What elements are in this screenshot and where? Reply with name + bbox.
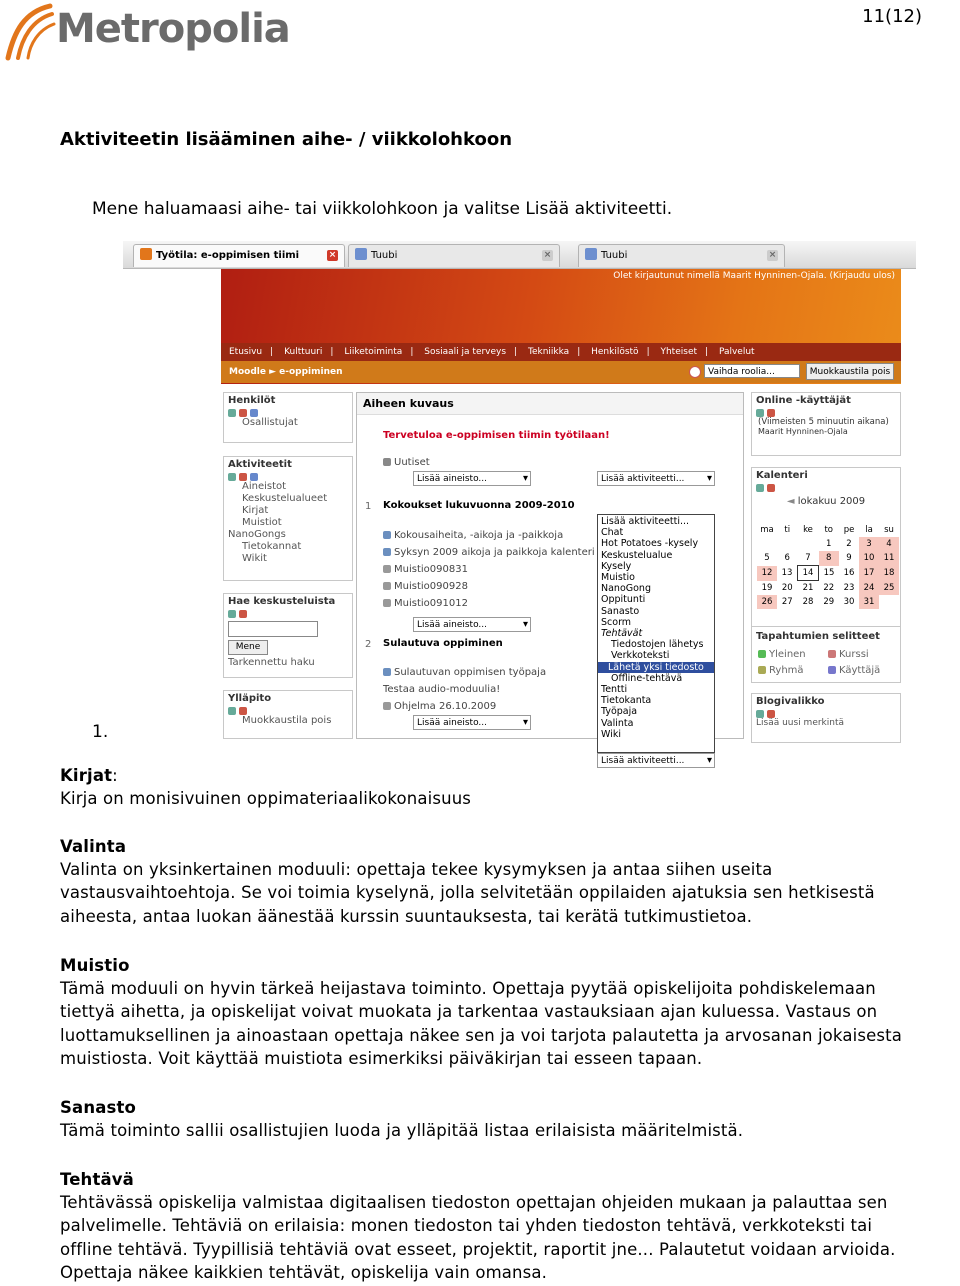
hide-icon[interactable]: [756, 484, 764, 492]
calendar-day[interactable]: 27: [781, 597, 793, 607]
block-controls: [228, 408, 348, 417]
forum-search-input[interactable]: [228, 621, 318, 637]
section-line: Tämä moduuli on hyvin tärkeä heijastava toiminto. Opettaja pyytää opiskelijoita pohdiskelemaan: [60, 979, 876, 999]
menu-item[interactable]: Lisää aktiviteetti...: [601, 516, 690, 527]
page-icon: [383, 548, 391, 556]
nav-item[interactable]: Liiketoiminta: [344, 347, 403, 357]
online-user[interactable]: Maarit Hynninen-Ojala: [758, 427, 848, 436]
calendar-day[interactable]: [777, 537, 798, 551]
section-line: Valinta on yksinkertainen moduuli: opettaja tekee kysymyksen ja antaa siihen useita: [60, 860, 773, 880]
calendar-month: ◄ lokakuu 2009: [786, 496, 866, 507]
tab-label: Tuubi: [601, 250, 628, 261]
calendar-day[interactable]: 7: [805, 553, 811, 563]
activity-link[interactable]: Kirjat: [242, 505, 269, 516]
calendar-day[interactable]: 2: [846, 539, 852, 549]
blog-menu-block: [751, 693, 901, 743]
menu-item[interactable]: Tiedostojen lähetys: [611, 639, 704, 651]
list-number: 1.: [92, 722, 109, 742]
move-icon[interactable]: [250, 473, 258, 481]
welcome-text: Tervetuloa e-oppimisen tiimin työtilaan!: [383, 430, 610, 441]
section-title: Kokoukset lukuvuonna 2009-2010: [383, 500, 575, 511]
weekday-label: su: [884, 525, 894, 535]
block-title: Online -käyttäjät: [756, 395, 851, 406]
nav-item[interactable]: Henkilöstö: [591, 347, 639, 357]
file-icon: [383, 702, 391, 710]
menu-item[interactable]: Muistio: [601, 572, 635, 584]
calendar-day[interactable]: 17: [859, 566, 879, 581]
hide-icon[interactable]: [756, 409, 764, 417]
menu-item[interactable]: Kysely: [601, 560, 632, 572]
section-line: aiheesta, antaa luokan äänestää kurssin suuntauksesta, tai kerätä tutkimustietoa.: [60, 906, 753, 926]
resource-link[interactable]: Sulautuvan oppimisen työpaja: [383, 664, 546, 681]
calendar-day[interactable]: 22: [823, 582, 835, 593]
event-key-item[interactable]: Yleinen: [758, 649, 806, 660]
menu-item[interactable]: Oppitunti: [601, 594, 646, 606]
weekday-label: la: [865, 525, 873, 535]
calendar-day[interactable]: 28: [802, 597, 814, 607]
nav-item[interactable]: Kulttuuri: [284, 347, 323, 357]
section-heading: Valinta: [60, 837, 127, 856]
forum-search-block: [223, 593, 353, 678]
calendar-day[interactable]: [798, 537, 819, 551]
calendar-day[interactable]: 11: [879, 551, 899, 566]
section-items: [383, 664, 546, 715]
section-line: muistiosta. Voit käyttää muistiota esimerkiksi päiväkirjan tai esseen tapaan.: [60, 1048, 703, 1068]
section-title: Sulautuva oppiminen: [383, 638, 503, 649]
event-key-item[interactable]: Ryhmä: [758, 665, 804, 676]
hide-icon[interactable]: [228, 610, 236, 618]
weekday-label: ti: [784, 525, 791, 535]
hide-icon[interactable]: [228, 707, 236, 715]
add-resource-select[interactable]: Lisää aineisto... ▾: [413, 617, 531, 632]
close-tab-icon[interactable]: ×: [768, 250, 777, 260]
weekday-label: ma: [760, 525, 774, 535]
block-title: Blogivalikko: [756, 696, 825, 707]
menu-item[interactable]: NanoGong: [601, 583, 651, 595]
browser-tab[interactable]: [348, 244, 560, 267]
calendar-week: [757, 581, 899, 596]
calendar-day-today[interactable]: 14: [798, 566, 819, 581]
block-controls: [228, 706, 348, 715]
metropolia-logo: [4, 2, 290, 62]
calendar-day[interactable]: 29: [823, 597, 835, 607]
delete-icon[interactable]: [767, 484, 775, 492]
close-tab-icon[interactable]: ×: [328, 250, 337, 260]
section-line: luottamuksellinen ja ainoastaan opettaja näkee sen ja voi tarjota palautetta ja arvosanan jokaisesta: [60, 1025, 903, 1045]
nav-item[interactable]: Tekniikka: [527, 347, 570, 357]
calendar-day[interactable]: [757, 537, 777, 551]
close-tab-icon[interactable]: ×: [543, 250, 552, 260]
activities-block: [223, 456, 353, 581]
edit-mode-button[interactable]: Muokkaustila pois: [806, 363, 894, 380]
calendar-grid: [757, 523, 900, 609]
weekday-label: pe: [843, 525, 855, 535]
menu-group-label: Tehtävät: [601, 628, 643, 640]
calendar-day[interactable]: 5: [764, 553, 770, 564]
menu-item[interactable]: Hot Potatoes -kysely: [601, 538, 699, 550]
calendar-day[interactable]: 4: [879, 537, 899, 551]
calendar-day[interactable]: 20: [781, 582, 793, 593]
calendar-day[interactable]: 30: [843, 597, 855, 607]
blog-add-entry-link[interactable]: Lisää uusi merkintä: [756, 718, 845, 728]
section-line: Tehtävässä opiskelija valmistaa digitaalisen tiedoston opettajan ohjeiden mukaan ja palauttaa sen: [60, 1193, 888, 1213]
event-key-item[interactable]: Kurssi: [828, 649, 869, 660]
block-controls: [756, 483, 896, 492]
help-icon[interactable]: [689, 366, 701, 378]
journal-icon: [383, 599, 391, 607]
journal-link[interactable]: Muistio091012: [383, 595, 595, 612]
tab-favicon-icon: [355, 248, 367, 260]
menu-item[interactable]: Scorm: [601, 616, 632, 628]
online-subtitle: (Viimeisten 5 minuutin aikana): [758, 417, 889, 427]
page-number: 11(12): [862, 6, 922, 27]
menu-item-highlighted[interactable]: Lähetä yksi tiedosto: [598, 662, 714, 673]
calendar-day[interactable]: [879, 595, 899, 609]
add-resource-select[interactable]: Lisää aineisto... ▾: [413, 715, 531, 730]
delete-icon[interactable]: [767, 710, 775, 718]
news-forum-link[interactable]: Uutiset: [383, 457, 430, 468]
section-muistio: [60, 954, 960, 1070]
page-icon: [383, 668, 391, 676]
activity-link[interactable]: Tietokannat: [242, 541, 302, 552]
people-block: [223, 392, 353, 443]
calendar-day[interactable]: 16: [843, 568, 855, 578]
block-controls: [228, 472, 348, 481]
activity-link[interactable]: NanoGongs: [228, 529, 286, 540]
tab-favicon-icon: [140, 248, 152, 260]
calendar-day[interactable]: 9: [846, 553, 852, 564]
delete-icon[interactable]: [239, 707, 247, 715]
resource-link[interactable]: Ohjelma 26.10.2009: [383, 698, 546, 715]
section-line: offline tehtävä. Tyypillisiä tehtäviä ovat esseet, projektit, raportit jne... Palautetut voidaan arvioida.: [60, 1239, 896, 1259]
resource-link[interactable]: Kokousaiheita, -aikoja ja -paikkoja: [383, 527, 595, 544]
journal-icon: [383, 582, 391, 590]
hide-icon[interactable]: [228, 473, 236, 481]
calendar-day[interactable]: 23: [843, 582, 855, 593]
nav-item[interactable]: Yhteiset: [660, 347, 698, 357]
menu-item[interactable]: Tentti: [601, 684, 628, 696]
browser-tab[interactable]: [578, 244, 785, 267]
activity-link[interactable]: Muistiot: [242, 517, 282, 528]
journal-link[interactable]: Muistio090831: [383, 561, 595, 578]
section-line: tiettyä aihetta, ja opiskelijat voivat muokata ja tarkentaa vastauksiaan ajan kuluessa. Vastaus on: [60, 1002, 878, 1022]
calendar-day[interactable]: 8: [819, 551, 840, 566]
block-title: Hae keskusteluista: [228, 596, 336, 607]
section-line: Opettaja näkee kaikkien tehtävät, opiskelija vain omansa.: [60, 1262, 548, 1282]
menu-item[interactable]: Offline-tehtävä: [611, 672, 683, 684]
activity-link[interactable]: Wikit: [242, 553, 267, 564]
journal-link[interactable]: Muistio090928: [383, 578, 595, 595]
section-kirjat: [60, 764, 960, 810]
section-line: Kirja on monisivuinen oppimateriaalikokonaisuus: [60, 789, 472, 809]
section-items: [383, 527, 595, 612]
top-navigation: Etusivu | Kulttuuri | Liiketoiminta | Sosiaali ja terveys | Tekniikka | Henkilöstö | Yhteiset | Palvelut: [221, 343, 901, 361]
section-heading: Sanasto: [60, 1098, 136, 1117]
calendar-day[interactable]: 6: [784, 553, 790, 564]
topic-header: Aiheen kuvaus: [357, 393, 743, 415]
tab-favicon-icon: [585, 248, 597, 260]
nav-item[interactable]: Etusivu: [229, 347, 263, 357]
logo-mark-icon: [4, 2, 56, 62]
tab-label: Tuubi: [371, 250, 398, 261]
add-activity-menu[interactable]: [597, 514, 715, 753]
delete-icon[interactable]: [239, 409, 247, 417]
menu-item[interactable]: Chat: [601, 527, 624, 539]
calendar-day[interactable]: 19: [761, 582, 773, 593]
section-line: palvelimelle. Tehtäviä on erilaisia: monen tiedoston tai yhden tiedoston tehtävä, verkkoteksti tai: [60, 1216, 873, 1236]
calendar-day[interactable]: 3: [859, 537, 879, 551]
calendar-day[interactable]: 15: [823, 568, 835, 578]
prev-month-icon[interactable]: ◄: [786, 496, 798, 507]
document-intro: Mene haluamaasi aihe- tai viikkolohkoon ja valitse Lisää aktiviteetti.: [92, 199, 673, 219]
section-heading: Muistio: [60, 956, 130, 975]
event-key-block: [751, 627, 901, 683]
calendar-day[interactable]: 18: [879, 566, 899, 581]
breadcrumb-bar: [221, 361, 901, 383]
calendar-day[interactable]: 24: [859, 581, 879, 596]
activity-link[interactable]: Aineistot: [242, 481, 287, 492]
page-icon: [383, 531, 391, 539]
forum-icon: [383, 458, 391, 466]
site-banner: [221, 269, 901, 384]
block-controls: [228, 609, 348, 618]
calendar-day[interactable]: 1: [826, 539, 832, 549]
calendar-day[interactable]: 21: [802, 583, 814, 593]
nav-item[interactable]: Sosiaali ja terveys: [424, 347, 507, 357]
section-valinta: [60, 835, 960, 928]
calendar-week: [757, 537, 899, 551]
move-icon[interactable]: [250, 409, 258, 417]
document-title: Aktiviteetin lisääminen aihe- / viikkolohkoon: [60, 129, 513, 150]
section-number: 2: [365, 639, 372, 650]
advanced-search-link[interactable]: Tarkennettu haku: [228, 657, 315, 668]
menu-item[interactable]: Verkkoteksti: [611, 650, 670, 662]
weekday-row: [757, 523, 899, 537]
delete-icon[interactable]: [767, 409, 775, 417]
calendar-week: [757, 566, 899, 581]
menu-item[interactable]: Wiki: [601, 728, 621, 740]
calendar-day[interactable]: 10: [859, 551, 879, 566]
section-number: 1: [365, 501, 372, 512]
calendar-week: [757, 595, 899, 609]
section-heading: Tehtävä: [60, 1170, 134, 1189]
search-go-button[interactable]: Mene: [228, 640, 268, 655]
resource-link[interactable]: Testaa audio-moduulia!: [383, 684, 501, 695]
weekday-label: to: [824, 525, 834, 535]
browser-tab[interactable]: [133, 244, 345, 267]
block-title: Aktiviteetit: [228, 459, 292, 470]
block-controls: [756, 709, 896, 718]
add-activity-select[interactable]: Lisää aktiviteetti... ▾: [597, 471, 715, 486]
role-select[interactable]: Vaihda roolia...: [704, 364, 800, 378]
block-title: Henkilöt: [228, 395, 276, 406]
admin-link[interactable]: Muokkaustila pois: [242, 715, 332, 726]
menu-item[interactable]: Työpaja: [601, 706, 638, 718]
admin-block: [223, 690, 353, 739]
browser-tab-bar: [123, 241, 916, 269]
logo-text: Metropolia: [56, 6, 290, 52]
calendar-day[interactable]: 12: [757, 566, 777, 581]
group-event-icon: [758, 666, 766, 674]
section-tehtava: [60, 1168, 960, 1284]
menu-item[interactable]: Sanasto: [601, 605, 640, 617]
activity-link[interactable]: Keskustelualueet: [242, 493, 328, 504]
browser-margin: [123, 269, 221, 739]
calendar-day[interactable]: 13: [781, 568, 793, 578]
event-key-item[interactable]: Käyttäjä: [828, 665, 880, 676]
hide-icon[interactable]: [756, 710, 764, 718]
nav-item[interactable]: Palvelut: [718, 347, 755, 357]
section-sanasto: [60, 1096, 960, 1142]
hide-icon[interactable]: [228, 409, 236, 417]
menu-item[interactable]: Tietokanta: [601, 695, 652, 707]
block-title: Kalenteri: [756, 470, 808, 481]
participants-link[interactable]: Osallistujat: [242, 417, 298, 428]
block-title: Tapahtumien selitteet: [756, 631, 880, 642]
calendar-day[interactable]: 25: [879, 581, 899, 596]
weekday-label: ke: [803, 525, 813, 535]
online-users-block: [751, 392, 901, 456]
calendar-day[interactable]: 26: [757, 595, 777, 609]
block-title: Ylläpito: [228, 693, 272, 704]
section-line: Tämä toiminto sallii osallistujien luoda ja ylläpitää listaa erilaisista määritelmistä.: [60, 1121, 744, 1141]
block-controls: [756, 408, 896, 417]
user-event-icon: [828, 666, 836, 674]
login-info[interactable]: Olet kirjautunut nimellä Maarit Hynninen-Ojala. (Kirjaudu ulos): [613, 271, 895, 281]
delete-icon[interactable]: [239, 610, 247, 618]
calendar-day[interactable]: 31: [859, 595, 879, 609]
menu-item[interactable]: Keskustelualue: [601, 549, 673, 561]
add-activity-select[interactable]: Lisää aktiviteetti... ▾: [597, 753, 715, 768]
tab-label: Työtila: e-oppimisen tiimi: [156, 250, 300, 261]
course-event-icon: [828, 650, 836, 658]
moodle-screenshot: [123, 241, 916, 766]
resource-link[interactable]: Syksyn 2009 aikoja ja paikkoja kalenteri: [383, 544, 595, 561]
global-event-icon: [758, 650, 766, 658]
heading-suffix: :: [112, 766, 118, 785]
moodle-site: [221, 269, 901, 766]
add-resource-select[interactable]: Lisää aineisto... ▾: [413, 471, 531, 486]
menu-item[interactable]: Valinta: [601, 717, 634, 729]
section-line: vastausvaihtoehtoja. Se voi toimia kyselynä, jolla selvitetään oppilaiden ajatuksia sen hetkisestä: [60, 883, 875, 903]
delete-icon[interactable]: [239, 473, 247, 481]
breadcrumb[interactable]: Moodle ► e-oppiminen: [229, 367, 343, 377]
calendar-week: [757, 551, 899, 566]
section-heading: Kirjat: [60, 766, 113, 785]
journal-icon: [383, 565, 391, 573]
